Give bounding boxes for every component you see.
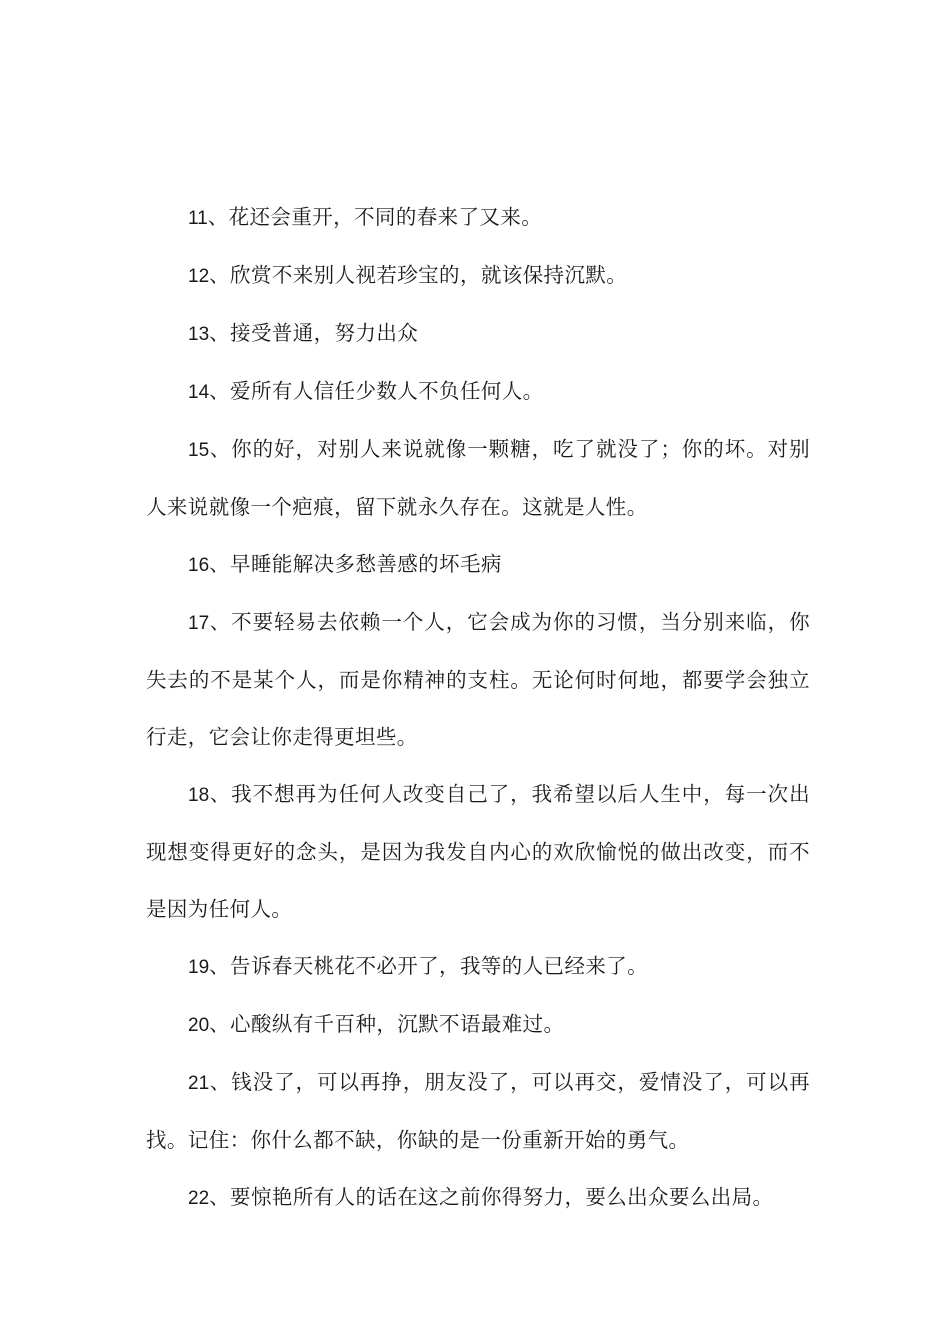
- list-item: [146, 189, 810, 247]
- item-text: 、告诉春天桃花不必开了，我等的人已经来了。: [209, 954, 649, 978]
- document-body: [146, 189, 810, 1227]
- list-item: [146, 421, 810, 536]
- item-number: 17: [188, 613, 210, 634]
- item-number: 12: [188, 266, 210, 287]
- item-text: 、钱没了，可以再挣，朋友没了，可以再交，爱情没了，可以再找。记住：你什么都不缺，你缺的是一份重新开始的勇气。: [146, 1070, 810, 1152]
- item-number: 22: [188, 1188, 210, 1209]
- item-text: 、不要轻易去依赖一个人，它会成为你的习惯，当分别来临，你失去的不是某个人，而是你精神的支柱。无论何时何地，都要学会独立行走，它会让你走得更坦些。: [146, 610, 810, 749]
- item-number: 16: [188, 555, 210, 576]
- list-item: [146, 996, 810, 1054]
- item-number: 19: [188, 957, 210, 978]
- list-item: [146, 594, 810, 766]
- item-number: 15: [188, 440, 210, 461]
- item-text: 、要惊艳所有人的话在这之前你得努力，要么出众要么出局。: [209, 1185, 774, 1209]
- list-item: [146, 536, 810, 594]
- item-number: 14: [188, 382, 210, 403]
- item-number: 21: [188, 1073, 210, 1094]
- list-item: [146, 766, 810, 938]
- item-number: 11: [188, 208, 208, 229]
- list-item: [146, 1169, 810, 1227]
- item-text: 、早睡能解决多愁善感的坏毛病: [209, 552, 502, 576]
- item-text: 、我不想再为任何人改变自己了，我希望以后人生中，每一次出现想变得更好的念头，是因为我发自内心的欢欣愉悦的做出改变，而不是因为任何人。: [146, 782, 810, 921]
- item-text: 、爱所有人信任少数人不负任何人。: [209, 379, 544, 403]
- item-text: 、心酸纵有千百种，沉默不语最难过。: [209, 1012, 565, 1036]
- list-item: [146, 247, 810, 305]
- list-item: [146, 938, 810, 996]
- item-text: 、欣赏不来别人视若珍宝的，就该保持沉默。: [209, 263, 628, 287]
- item-number: 13: [188, 324, 210, 345]
- list-item: [146, 305, 810, 363]
- item-text: 、花还会重开，不同的春来了又来。: [207, 205, 543, 229]
- item-text: 、你的好，对别人来说就像一颗糖，吃了就没了；你的坏。对别人来说就像一个疤痕，留下就永久存在。这就是人性。: [146, 437, 810, 519]
- list-item: [146, 363, 810, 421]
- item-number: 18: [188, 785, 210, 806]
- list-item: [146, 1054, 810, 1169]
- item-text: 、接受普通，努力出众: [209, 321, 419, 345]
- item-number: 20: [188, 1015, 210, 1036]
